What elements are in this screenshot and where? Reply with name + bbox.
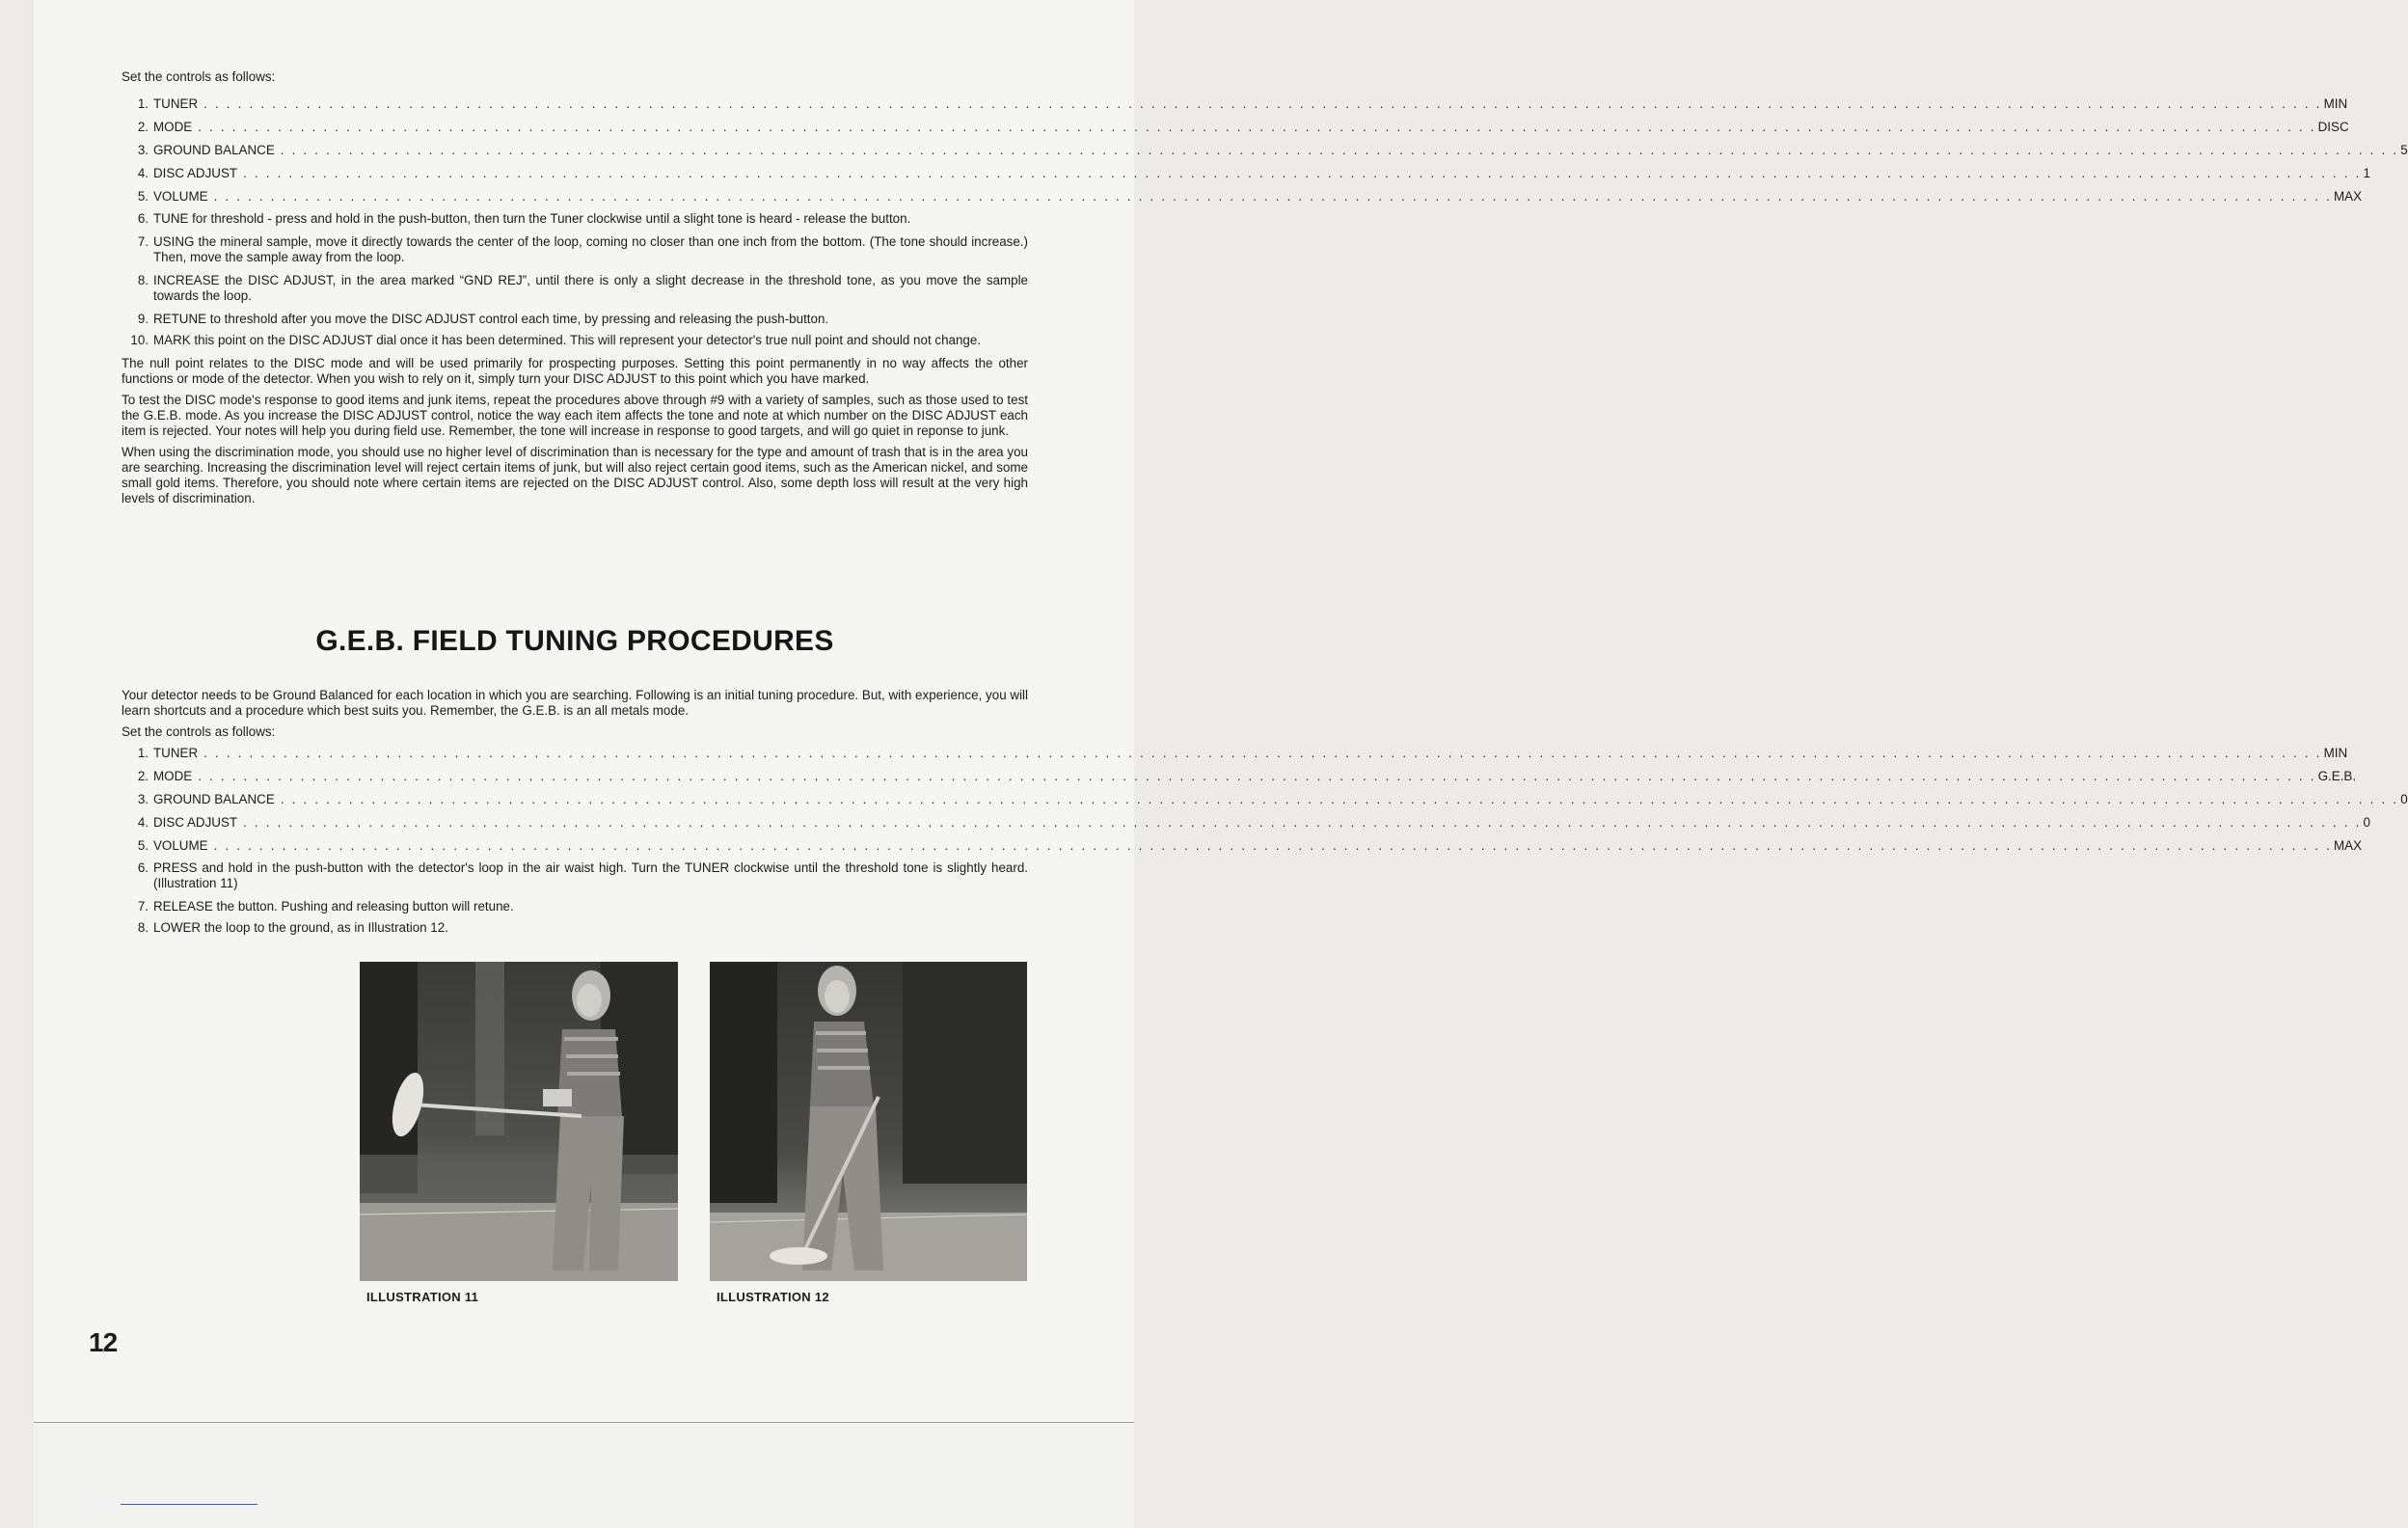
setting-row xyxy=(122,765,2357,788)
page-number: 12 xyxy=(89,1327,118,1357)
setting-label: VOLUME xyxy=(153,189,208,204)
illustration-11-photo xyxy=(360,962,678,1281)
setting-value: MAX xyxy=(2334,189,2363,204)
setting-number: 3. xyxy=(137,792,149,806)
procedure-step xyxy=(122,333,1028,348)
leader-dots: . . . . . . . . . . . . . . . . . . . . . . . . . . . . . . . . . . . . . . . . . . . . . . . . . . . . . . . . . . . . . . . . . . . . . . . . . . . . . . . . . . . . . . . . . . . . . . . . . . . . . . . . . . . . . . . . . . . . . . . . . . . . . . . . . . . . . . . . . . . . . . . . . . . . . . . . . . . . . . . . . . . . . . . . . . . . . . . . . . . . . . . . . . xyxy=(280,143,2399,157)
illustration-12-photo xyxy=(710,962,1027,1281)
illustration-11-caption: ILLUSTRATION 11 xyxy=(366,1290,479,1304)
setting-value: 0 xyxy=(2363,815,2370,830)
procedure-step xyxy=(122,899,1028,914)
setting-number: 1. xyxy=(137,746,149,760)
setting-number: 2. xyxy=(137,120,149,134)
setting-number: 1. xyxy=(137,96,149,111)
disc-test-section xyxy=(122,69,2408,512)
setting-value: G.E.B. xyxy=(2317,769,2357,783)
step-text: INCREASE the DISC ADJUST, in the area marked “GND REJ”, until there is only a slight decrease in the threshold tone, as you move the sample towards the loop. xyxy=(153,273,1028,303)
woman-holding-detector-waist-high-image xyxy=(360,962,678,1281)
body-paragraph: When using the discrimination mode, you should use no higher level of discrimination than is necessary for the type and amount of trash that is in the area you are searching. Increasing the discrimination level will reject certain items of junk, but will also reject certain good items, such as the American nickel, and some small gold items. Therefore, you should note where certain items are rejected on the DISC ADJUST control. Also, some depth loss will result at the very high levels of discrimination. xyxy=(122,445,1028,505)
illustration-12-caption: ILLUSTRATION 12 xyxy=(717,1290,829,1304)
setting-label: DISC ADJUST xyxy=(153,815,238,830)
procedure-step xyxy=(122,860,1028,891)
procedure-step xyxy=(122,920,1028,936)
leader-dots: . . . . . . . . . . . . . . . . . . . . . . . . . . . . . . . . . . . . . . . . . . . . . . . . . . . . . . . . . . . . . . . . . . . . . . . . . . . . . . . . . . . . . . . . . . . . . . . . . . . . . . . . . . . . . . . . . . . . . . . . . . . . . . . . . . . . . . . . . . . . . . . . . . . . . . . . . . . . . . . . . . . . . . . . . . . . . . . . . . . . . . . . . . xyxy=(203,96,2322,111)
leader-dots: . . . . . . . . . . . . . . . . . . . . . . . . . . . . . . . . . . . . . . . . . . . . . . . . . . . . . . . . . . . . . . . . . . . . . . . . . . . . . . . . . . . . . . . . . . . . . . . . . . . . . . . . . . . . . . . . . . . . . . . . . . . . . . . . . . . . . . . . . . . . . . . . . . . . . . . . . . . . . . . . . . . . . . . . . . . . . . . . . . . . . . . . . . xyxy=(198,769,2316,783)
step-number: 9. xyxy=(137,312,149,326)
setting-row xyxy=(122,811,2370,834)
setting-row xyxy=(122,93,2348,116)
leader-dots: . . . . . . . . . . . . . . . . . . . . . . . . . . . . . . . . . . . . . . . . . . . . . . . . . . . . . . . . . . . . . . . . . . . . . . . . . . . . . . . . . . . . . . . . . . . . . . . . . . . . . . . . . . . . . . . . . . . . . . . . . . . . . . . . . . . . . . . . . . . . . . . . . . . . . . . . . . . . . . . . . . . . . . . . . . . . . . . . . . . . . . . . . . xyxy=(213,189,2333,204)
setting-row xyxy=(122,162,2370,185)
step-text: RETUNE to threshold after you move the DISC ADJUST control each time, by pressing and releasing the push-button. xyxy=(153,312,829,326)
step-text: PRESS and hold in the push-button with the detector's loop in the air waist high. Turn the TUNER clockwise until the threshold tone is slightly heard. (Illustration 11) xyxy=(153,860,1028,890)
setting-value: MIN xyxy=(2323,96,2348,111)
setting-label: GROUND BALANCE xyxy=(153,143,275,157)
scan-margin xyxy=(34,1423,1134,1528)
setting-number: 3. xyxy=(137,143,149,157)
setting-label: MODE xyxy=(153,120,193,134)
procedure-step xyxy=(122,273,1028,304)
step-number: 8. xyxy=(137,273,149,287)
setting-row xyxy=(122,139,2408,162)
controls-intro: Set the controls as follows: xyxy=(122,724,276,739)
setting-number: 4. xyxy=(137,166,149,180)
setting-value: 5 xyxy=(2400,143,2408,157)
leader-dots: . . . . . . . . . . . . . . . . . . . . . . . . . . . . . . . . . . . . . . . . . . . . . . . . . . . . . . . . . . . . . . . . . . . . . . . . . . . . . . . . . . . . . . . . . . . . . . . . . . . . . . . . . . . . . . . . . . . . . . . . . . . . . . . . . . . . . . . . . . . . . . . . . . . . . . . . . . . . . . . . . . . . . . . . . . . . . . . . . . . . . . . . . . xyxy=(213,838,2333,853)
step-number: 6. xyxy=(137,860,149,875)
setting-value: DISC xyxy=(2317,120,2349,134)
setting-label: TUNER xyxy=(153,746,199,760)
procedure-step xyxy=(122,312,1028,327)
setting-number: 2. xyxy=(137,769,149,783)
setting-label: MODE xyxy=(153,769,193,783)
step-number: 8. xyxy=(137,920,149,935)
step-number: 10. xyxy=(130,333,149,347)
setting-row xyxy=(122,742,2348,765)
leader-dots: . . . . . . . . . . . . . . . . . . . . . . . . . . . . . . . . . . . . . . . . . . . . . . . . . . . . . . . . . . . . . . . . . . . . . . . . . . . . . . . . . . . . . . . . . . . . . . . . . . . . . . . . . . . . . . . . . . . . . . . . . . . . . . . . . . . . . . . . . . . . . . . . . . . . . . . . . . . . . . . . . . . . . . . . . . . . . . . . . . . . . . . . . . xyxy=(203,746,2322,760)
step-text: LOWER the loop to the ground, as in Illustration 12. xyxy=(153,920,448,935)
setting-number: 4. xyxy=(137,815,149,830)
setting-row xyxy=(122,834,2363,858)
step-number: 7. xyxy=(137,234,149,249)
setting-label: TUNER xyxy=(153,96,199,111)
step-text: USING the mineral sample, move it directly towards the center of the loop, coming no closer than one inch from the bottom. (The tone should increase.) Then, move the sample away from the loop. xyxy=(153,234,1028,264)
procedure-step xyxy=(122,211,1028,227)
body-paragraph: Your detector needs to be Ground Balanced for each location in which you are searching. Following is an initial tuning procedure. But, with experience, you will learn shortcuts and a procedure which best suits you. Remember, the G.E.B. is an all metals mode. xyxy=(122,688,1028,718)
setting-value: 1 xyxy=(2363,166,2370,180)
woman-lowering-loop-to-ground-image xyxy=(710,962,1027,1281)
setting-number: 5. xyxy=(137,189,149,204)
step-number: 7. xyxy=(137,899,149,914)
leader-dots: . . . . . . . . . . . . . . . . . . . . . . . . . . . . . . . . . . . . . . . . . . . . . . . . . . . . . . . . . . . . . . . . . . . . . . . . . . . . . . . . . . . . . . . . . . . . . . . . . . . . . . . . . . . . . . . . . . . . . . . . . . . . . . . . . . . . . . . . . . . . . . . . . . . . . . . . . . . . . . . . . . . . . . . . . . . . . . . . . . . . . . . . . . xyxy=(280,792,2399,806)
body-paragraph: To test the DISC mode's response to good items and junk items, repeat the procedures above through #9 with a variety of samples, such as those used to test the G.E.B. mode. As you increase the DISC ADJUST control, notice the way each item affects the tone and note at which number on the DISC ADJUST each item is rejected. Your notes will help you during field use. Remember, the tone will increase in response to good targets, and will go quiet in reponse to junk. xyxy=(122,393,1028,438)
step-text: MARK this point on the DISC ADJUST dial once it has been determined. This will represent your detector's true null point and should not change. xyxy=(153,333,982,347)
setting-row xyxy=(122,116,2349,139)
setting-label: DISC ADJUST xyxy=(153,166,238,180)
setting-label: GROUND BALANCE xyxy=(153,792,275,806)
setting-row xyxy=(122,185,2363,208)
controls-intro: Set the controls as follows: xyxy=(122,69,276,84)
scan-artifact-line xyxy=(121,1504,257,1505)
step-number: 6. xyxy=(137,211,149,226)
section-heading: G.E.B. FIELD TUNING PROCEDURES xyxy=(315,625,834,657)
step-text: RELEASE the button. Pushing and releasing button will retune. xyxy=(153,899,514,914)
setting-value: MIN xyxy=(2323,746,2348,760)
setting-value: MAX xyxy=(2334,838,2363,853)
body-paragraph: The null point relates to the DISC mode and will be used primarily for prospecting purposes. Setting this point permanently in no way affects the other functions or mode of the detector. When you wish to rely on it, simply turn your DISC ADJUST to this point which you have marked. xyxy=(122,356,1028,386)
setting-number: 5. xyxy=(137,838,149,853)
leader-dots: . . . . . . . . . . . . . . . . . . . . . . . . . . . . . . . . . . . . . . . . . . . . . . . . . . . . . . . . . . . . . . . . . . . . . . . . . . . . . . . . . . . . . . . . . . . . . . . . . . . . . . . . . . . . . . . . . . . . . . . . . . . . . . . . . . . . . . . . . . . . . . . . . . . . . . . . . . . . . . . . . . . . . . . . . . . . . . . . . . . . . . . . . . xyxy=(198,120,2316,134)
setting-label: VOLUME xyxy=(153,838,208,853)
setting-row xyxy=(122,788,2408,811)
procedure-step xyxy=(122,234,1028,265)
field-tuning-section xyxy=(122,688,2408,941)
leader-dots: . . . . . . . . . . . . . . . . . . . . . . . . . . . . . . . . . . . . . . . . . . . . . . . . . . . . . . . . . . . . . . . . . . . . . . . . . . . . . . . . . . . . . . . . . . . . . . . . . . . . . . . . . . . . . . . . . . . . . . . . . . . . . . . . . . . . . . . . . . . . . . . . . . . . . . . . . . . . . . . . . . . . . . . . . . . . . . . . . . . . . . . . . . xyxy=(243,166,2362,180)
step-text: TUNE for threshold - press and hold in the push-button, then turn the Tuner clockwise until a slight tone is heard - release the button. xyxy=(153,211,911,226)
leader-dots: . . . . . . . . . . . . . . . . . . . . . . . . . . . . . . . . . . . . . . . . . . . . . . . . . . . . . . . . . . . . . . . . . . . . . . . . . . . . . . . . . . . . . . . . . . . . . . . . . . . . . . . . . . . . . . . . . . . . . . . . . . . . . . . . . . . . . . . . . . . . . . . . . . . . . . . . . . . . . . . . . . . . . . . . . . . . . . . . . . . . . . . . . . xyxy=(243,815,2362,830)
setting-value: 0 xyxy=(2400,792,2408,806)
